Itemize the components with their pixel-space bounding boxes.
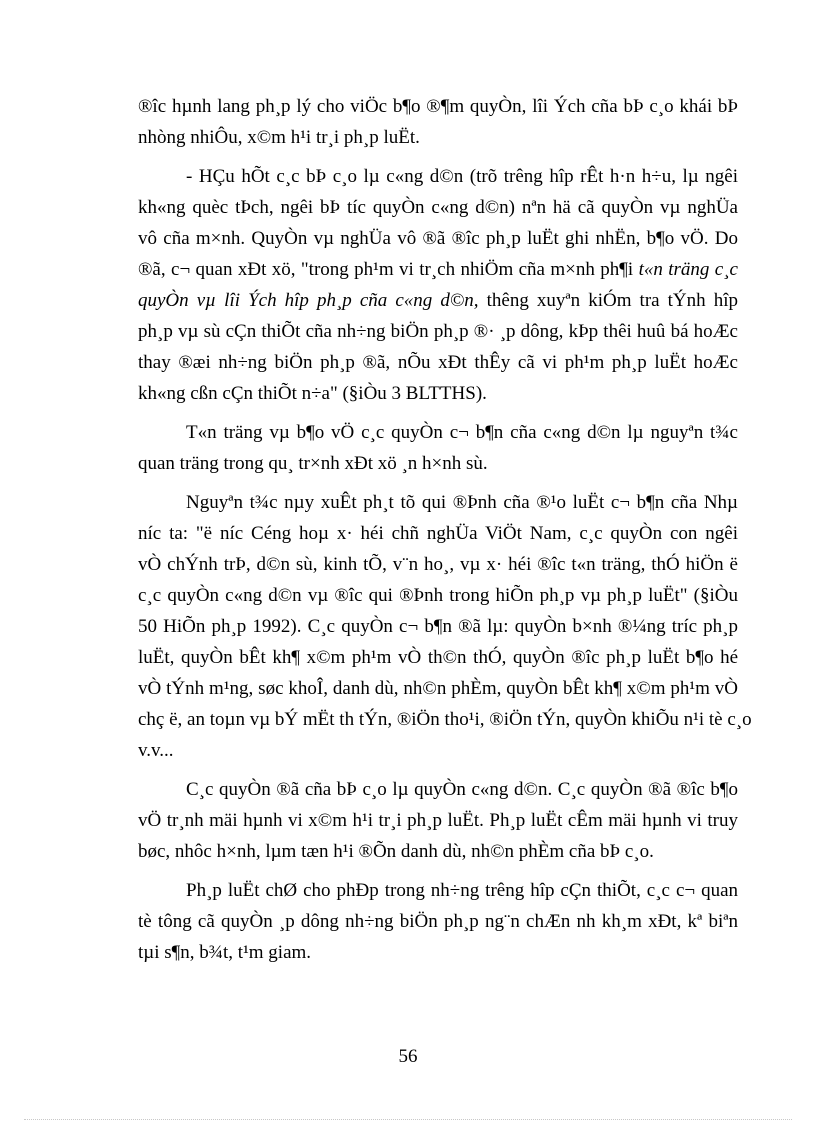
page-bottom-border bbox=[24, 1119, 792, 1120]
text-segment: - HÇu hÕt c¸c bÞ c¸o lµ c«ng d©n (trõ trêng hîp rÊt h·n h÷u, lµ ngêi bbox=[186, 166, 738, 187]
italic-text: quyÒn vµ lîi Ých hîp ph¸p cña c«ng d©n, bbox=[138, 290, 479, 311]
text-segment: C¸c quyÒn ®ã cña bÞ c¸o lµ quyÒn c«ng d©n. C¸c quyÒn ®ã ®îc b¶o bbox=[186, 779, 738, 800]
text-line bbox=[138, 937, 738, 968]
text-line bbox=[138, 611, 738, 642]
text-segment: vÖ tr¸nh mäi hµnh vi x©m h¹i tr¸i ph¸p luËt. Ph¸p luËt cÊm mäi hµnh vi truy bbox=[138, 810, 738, 831]
text-line bbox=[138, 836, 738, 867]
text-line bbox=[138, 161, 738, 192]
text-segment: nhòng nhiÔu, x©m h¹i tr¸i ph¸p luËt. bbox=[138, 127, 420, 148]
text-segment: v.v... bbox=[138, 740, 174, 761]
text-line bbox=[138, 906, 738, 937]
paragraph bbox=[138, 161, 738, 409]
paragraph bbox=[138, 875, 738, 968]
text-segment: vÒ chÝnh trÞ, d©n sù, kinh tÕ, v¨n ho¸, vµ x· héi ®îc t«n träng, thÓ hiÖn ë bbox=[138, 554, 738, 575]
text-segment: kh«ng cßn cÇn thiÕt n÷a" (§iÒu 3 BLTTHS). bbox=[138, 383, 487, 404]
text-segment: níc ta: "ë níc Céng hoµ x· héi chñ nghÜa ViÖt Nam, c¸c quyÒn con ngêi bbox=[138, 523, 738, 544]
text-segment: luËt, quyÒn bÊt kh¶ x©m ph¹m vÒ th©n thÓ, quyÒn ®îc ph¸p luËt b¶o hé bbox=[138, 647, 738, 668]
text-line bbox=[138, 285, 738, 316]
text-line bbox=[138, 774, 738, 805]
text-segment: T«n träng vµ b¶o vÖ c¸c quyÒn c¬ b¶n cña c«ng d©n lµ nguyªn t¾c bbox=[186, 422, 738, 443]
text-line bbox=[138, 735, 738, 766]
text-segment: thêng xuyªn kiÓm tra tÝnh hîp bbox=[478, 290, 738, 311]
text-segment: tµi s¶n, b¾t, t¹m giam. bbox=[138, 942, 312, 963]
text-segment: Ph¸p luËt chØ cho phÐp trong nh÷ng trêng hîp cÇn thiÕt, c¸c c¬ quan bbox=[186, 880, 738, 901]
text-segment: Nguyªn t¾c nµy xuÊt ph¸t tõ qui ®Þnh cña ®¹o luËt c¬ b¶n cña Nhµ bbox=[186, 492, 738, 513]
text-segment: ®îc hµnh lang ph¸p lý cho viÖc b¶o ®¶m quyÒn, lîi Ých cña bÞ c¸o khái bÞ bbox=[138, 96, 738, 117]
text-line bbox=[138, 673, 738, 704]
text-line bbox=[138, 518, 738, 549]
text-line bbox=[138, 580, 738, 611]
text-line bbox=[138, 549, 738, 580]
document-body bbox=[138, 91, 752, 968]
text-line bbox=[138, 378, 738, 409]
text-line bbox=[138, 805, 738, 836]
text-segment: chç ë, an toµn vµ bÝ mËt th tÝn, ®iÖn tho¹i, ®iÖn tÝn, quyÒn khiÕu n¹i tè c¸o bbox=[138, 709, 752, 730]
text-segment: thay ®æi nh÷ng biÖn ph¸p ®ã, nÕu xÐt thÊy cã vi ph¹m ph¸p luËt hoÆc bbox=[138, 352, 738, 373]
text-segment: tè tông cã quyÒn ¸p dông nh÷ng biÖn ph¸p ng¨n chÆn nh kh¸m xÐt, kª biªn bbox=[138, 911, 738, 932]
text-line bbox=[138, 91, 738, 122]
paragraph bbox=[138, 774, 738, 867]
text-line bbox=[138, 316, 738, 347]
text-segment: vô cña m×nh. QuyÒn vµ nghÜa vô ®ã ®îc ph¸p luËt ghi nhËn, b¶o vÖ. Do bbox=[138, 228, 738, 249]
text-line bbox=[138, 448, 738, 479]
text-line bbox=[138, 875, 738, 906]
text-segment: kh«ng quèc tÞch, ngêi bÞ tíc quyÒn c«ng d©n) nªn hä cã quyÒn vµ nghÜa bbox=[138, 197, 738, 218]
text-line bbox=[138, 347, 738, 378]
text-line bbox=[138, 487, 738, 518]
text-line bbox=[138, 223, 738, 254]
text-line bbox=[138, 192, 738, 223]
text-segment: quan träng trong qu¸ tr×nh xÐt xö ¸n h×nh sù. bbox=[138, 453, 488, 474]
text-line bbox=[138, 642, 738, 673]
text-line bbox=[138, 417, 738, 448]
text-segment: c¸c quyÒn c«ng d©n vµ ®îc qui ®Þnh trong hiÕn ph¸p vµ ph¸p luËt" (§iÒu bbox=[138, 585, 738, 606]
text-segment: vÒ tÝnh m¹ng, søc khoÎ, danh dù, nh©n phÈm, quyÒn bÊt kh¶ x©m ph¹m vÒ bbox=[138, 678, 738, 699]
page-number: 56 bbox=[398, 1046, 418, 1067]
text-segment: bøc, nhôc h×nh, lµm tæn h¹i ®Õn danh dù, nh©n phÈm cña bÞ c¸o. bbox=[138, 841, 654, 862]
text-line bbox=[138, 254, 738, 285]
text-line bbox=[138, 122, 738, 153]
paragraph bbox=[138, 487, 752, 766]
paragraph bbox=[138, 417, 738, 479]
paragraph bbox=[138, 91, 738, 153]
text-segment: ph¸p vµ sù cÇn thiÕt cña nh÷ng biÖn ph¸p ®· ¸p dông, kÞp thêi huû bá hoÆc bbox=[138, 321, 738, 342]
text-line bbox=[138, 704, 752, 735]
italic-text: t«n träng c¸c bbox=[638, 259, 738, 280]
text-segment: ®ã, c¬ quan xÐt xö, "trong ph¹m vi tr¸ch nhiÖm cña m×nh ph¶i bbox=[138, 259, 639, 280]
text-segment: 50 HiÕn ph¸p 1992). C¸c quyÒn c¬ b¶n ®ã lµ: quyÒn b×nh ®¼ng tríc ph¸p bbox=[138, 616, 738, 637]
